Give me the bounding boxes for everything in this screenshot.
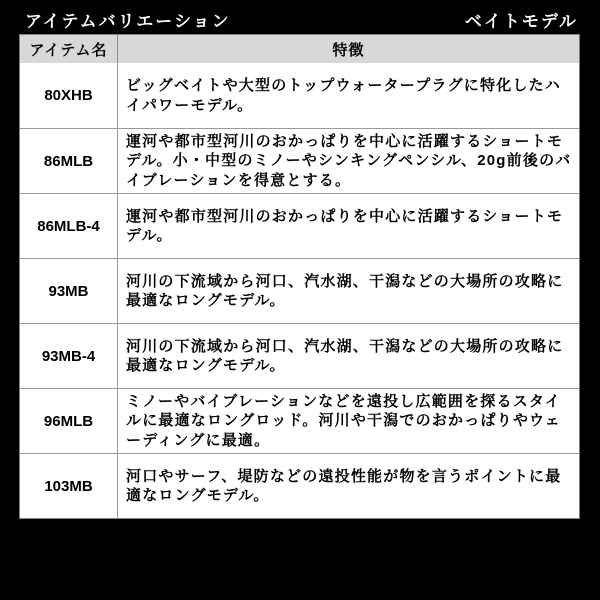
item-name-cell: 96MLB: [20, 389, 118, 453]
feature-cell: 河川の下流域から河口、汽水湖、干潟などの大場所の攻略に最適なロングモデル。: [126, 337, 564, 374]
model-type-label: ベイトモデル: [464, 11, 578, 31]
feature-cell: ビッグベイトや大型のトップウォータープラグに特化したハイパワーモデル。: [126, 77, 562, 114]
feature-cell: 河口やサーフ、堤防などの遠投性能が物を言うポイントに最適なロングモデル。: [126, 467, 562, 504]
feature-cell: 運河や都市型河川のおかっぱりを中心に活躍するショートモデル。小・中型のミノーやシンキングペンシル、20g前後のバイブレーションを得意とする。: [126, 132, 572, 189]
page-title: アイテムバリエーション: [25, 11, 231, 31]
table-row: [20, 193, 579, 258]
table-row: [20, 453, 579, 518]
column-header-features: 特徴: [332, 41, 365, 59]
table-row: [20, 258, 579, 323]
column-header-item-name: アイテム名: [20, 35, 118, 63]
feature-cell: ミノーやバイブレーションなどを遠投し広範囲を探るスタイルに最適なロングロッド。河川や干潟でのおかっぱりやウェーディングに最適。: [126, 392, 562, 449]
item-name-cell: 80XHB: [20, 63, 118, 128]
item-name-cell: 93MB: [20, 259, 118, 323]
table-row: [20, 388, 579, 453]
table-header-row: [20, 35, 579, 63]
table-row: [20, 128, 579, 193]
item-name-cell: 86MLB: [20, 129, 118, 193]
item-name-cell: 86MLB-4: [20, 194, 118, 258]
item-name-cell: 93MB-4: [20, 324, 118, 388]
feature-cell: 河川の下流域から河口、汽水湖、干潟などの大場所の攻略に最適なロングモデル。: [126, 272, 564, 309]
table-row: [20, 323, 579, 388]
table-row: [20, 63, 579, 128]
item-name-cell: 103MB: [20, 454, 118, 518]
title-bar: [0, 0, 600, 34]
item-variation-table: [19, 34, 580, 519]
feature-cell: 運河や都市型河川のおかっぱりを中心に活躍するショートモデル。: [126, 207, 564, 244]
